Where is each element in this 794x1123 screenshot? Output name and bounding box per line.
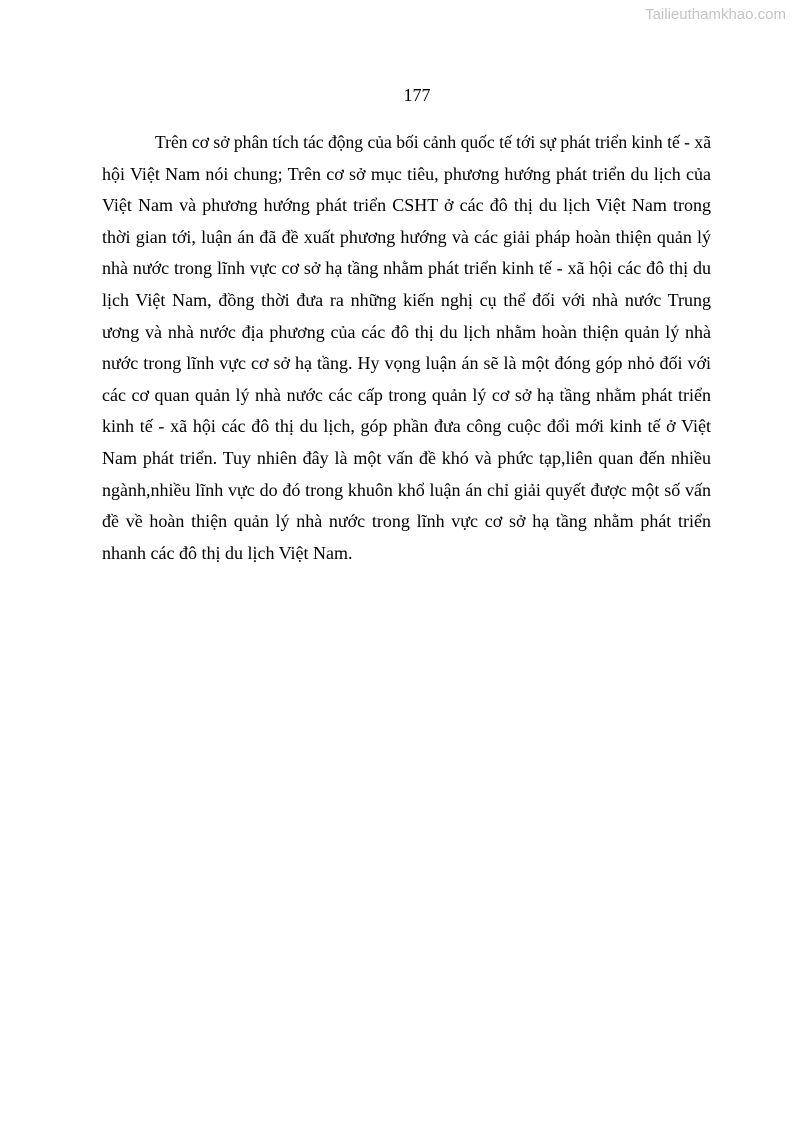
paragraph-line: nhanh các đô thị du lịch Việt Nam. [102, 542, 353, 563]
paragraph-line: ương và nhà nước địa phương của các đô thị du lịch nhằm hoàn thiện quản lý nhà [102, 321, 711, 342]
page-number: 177 [403, 85, 431, 105]
paragraph-line: Trên cơ sở phân tích tác động của bối cảnh quốc tế tới sự phát triển kinh tế - xã [155, 132, 711, 152]
paragraph-line: nước trong lĩnh vực cơ sở hạ tầng. Hy vọng luận án sẽ là một đóng góp nhỏ đối với [102, 353, 711, 374]
watermark: Tailieuthamkhao.com [645, 6, 786, 23]
paragraph-line: ngành,nhiều lĩnh vực do đó trong khuôn khổ luận án chỉ giải quyết được một số vấn [102, 479, 711, 500]
paragraph-line: các cơ quan quản lý nhà nước các cấp trong quản lý cơ sở hạ tầng nhằm phát triển [102, 384, 711, 405]
paragraph-line: kinh tế - xã hội các đô thị du lịch, góp phần đưa công cuộc đổi mới kinh tế ở Việt [102, 416, 711, 437]
paragraph-line: thời gian tới, luận án đã đề xuất phương hướng và các giải pháp hoàn thiện quản lý [102, 226, 711, 247]
body-paragraph [102, 127, 711, 569]
paragraph-line: nhà nước trong lĩnh vực cơ sở hạ tầng nhằm phát triển kinh tế - xã hội các đô thị du [102, 258, 711, 279]
paragraph-line: Nam phát triển. Tuy nhiên đây là một vấn đề khó và phức tạp,liên quan đến nhiều [102, 447, 711, 468]
paragraph-line: lịch Việt Nam, đồng thời đưa ra những kiến nghị cụ thể đối với nhà nước Trung [102, 289, 711, 310]
paragraph-line: hội Việt Nam nói chung; Trên cơ sở mục tiêu, phương hướng phát triển du lịch của [102, 163, 711, 184]
paragraph-line: đề về hoàn thiện quản lý nhà nước trong lĩnh vực cơ sở hạ tầng nhằm phát triển [102, 511, 711, 532]
paragraph-line: Việt Nam và phương hướng phát triển CSHT ở các đô thị du lịch Việt Nam trong [102, 195, 711, 216]
